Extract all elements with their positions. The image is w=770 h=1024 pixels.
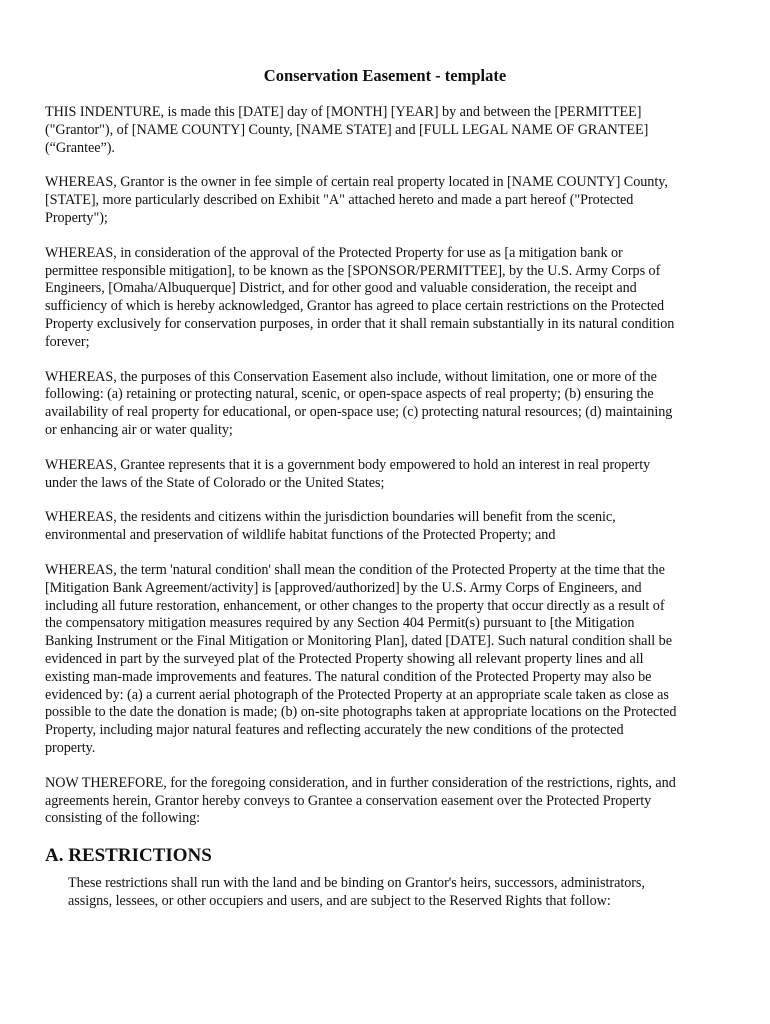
- paragraph-indenture: THIS INDENTURE, is made this [DATE] day of [MONTH] [YEAR] by and between the [PERMITTEE] ("Grantor"), of [NAME COUNTY] County, [NAME STATE] and [FULL LEGAL NAME OF GRANTEE] (“Grantee”).: [45, 104, 649, 156]
- paragraph-now-therefore: NOW THEREFORE, for the foregoing consideration, and in further consideration of the restrictions, rights, and agreements herein, Grantor hereby conveys to Grantee a conservation easement over the Protected Property consisting of the following:: [45, 774, 676, 827]
- paragraph-whereas-owner: WHEREAS, Grantor is the owner in fee simple of certain real property located in [NAME COUNTY] County, [STATE], more particularly described on Exhibit "A" attached hereto and made a part hereof ("Protected Property");: [45, 174, 668, 226]
- document-body: [45, 66, 725, 928]
- paragraph-whereas-residents: WHEREAS, the residents and citizens within the jurisdiction boundaries will benefit from the scenic, environmental and preservation of wildlife habitat functions of the Protected Property; and: [45, 509, 616, 544]
- paragraph-whereas-consideration: WHEREAS, in consideration of the approval of the Protected Property for use as [a mitigation bank or permittee responsible mitigation], to be known as the [SPONSOR/PERMITTEE], by the U.S. Army Corps of Engineers, [Omaha/Albuquerque] District, and for other good and valuable consideration, the receipt and sufficiency of which is hereby acknowledged, Grantor has agreed to place certain restrictions on the Protected Property exclusively for conservation purposes, in order that it shall remain substantially in its natural condition forever;: [45, 244, 675, 350]
- paragraph-whereas-purposes: WHEREAS, the purposes of this Conservation Easement also include, without limitation, one or more of the following: (a) retaining or protecting natural, scenic, or open-space aspects of real property; (b) ensuring the availability of real property for educational, or open-space use; (c) protecting natural resources; (d) maintaining or enhancing air or water quality;: [45, 368, 673, 438]
- paragraph-whereas-grantee: WHEREAS, Grantee represents that it is a government body empowered to hold an interest in real property under the laws of the State of Colorado or the United States;: [45, 456, 651, 491]
- paragraph-restrictions: These restrictions shall run with the land and be binding on Grantor's heirs, successors, administrators, assigns, lessees, or other occupiers and users, and are subject to the Reserved Rights that follow:: [68, 875, 645, 909]
- paragraph-whereas-natural-condition: WHEREAS, the term 'natural condition' shall mean the condition of the Protected Property at the time that the [Mitigation Bank Agreement/activity] is [approved/authorized] by the U.S. Army Corps of Engineers, and including all future restoration, enhancement, or other changes to the property that occur directly as a result of the compensatory mitigation measures required by any Section 404 Permit(s) pursuant to [the Mitigation Banking Instrument or the Final Mitigation or Monitoring Plan], dated [DATE]. Such natural condition shall be evidenced in part by the surveyed plat of the Protected Property showing all relevant property lines and all existing man-made improvements and features. The natural condition of the Protected Property may also be evidenced by: (a) a current aerial photograph of the Protected Property at an appropriate scale taken as close as possible to the date the donation is made; (b) on-site photographs taken at appropriate locations on the Protected Property, including major natural features and reflecting accurately the new conditions of the protected property.: [45, 561, 677, 756]
- document-title: Conservation Easement - template: [263, 66, 507, 85]
- section-heading-restrictions: A. RESTRICTIONS: [45, 845, 212, 867]
